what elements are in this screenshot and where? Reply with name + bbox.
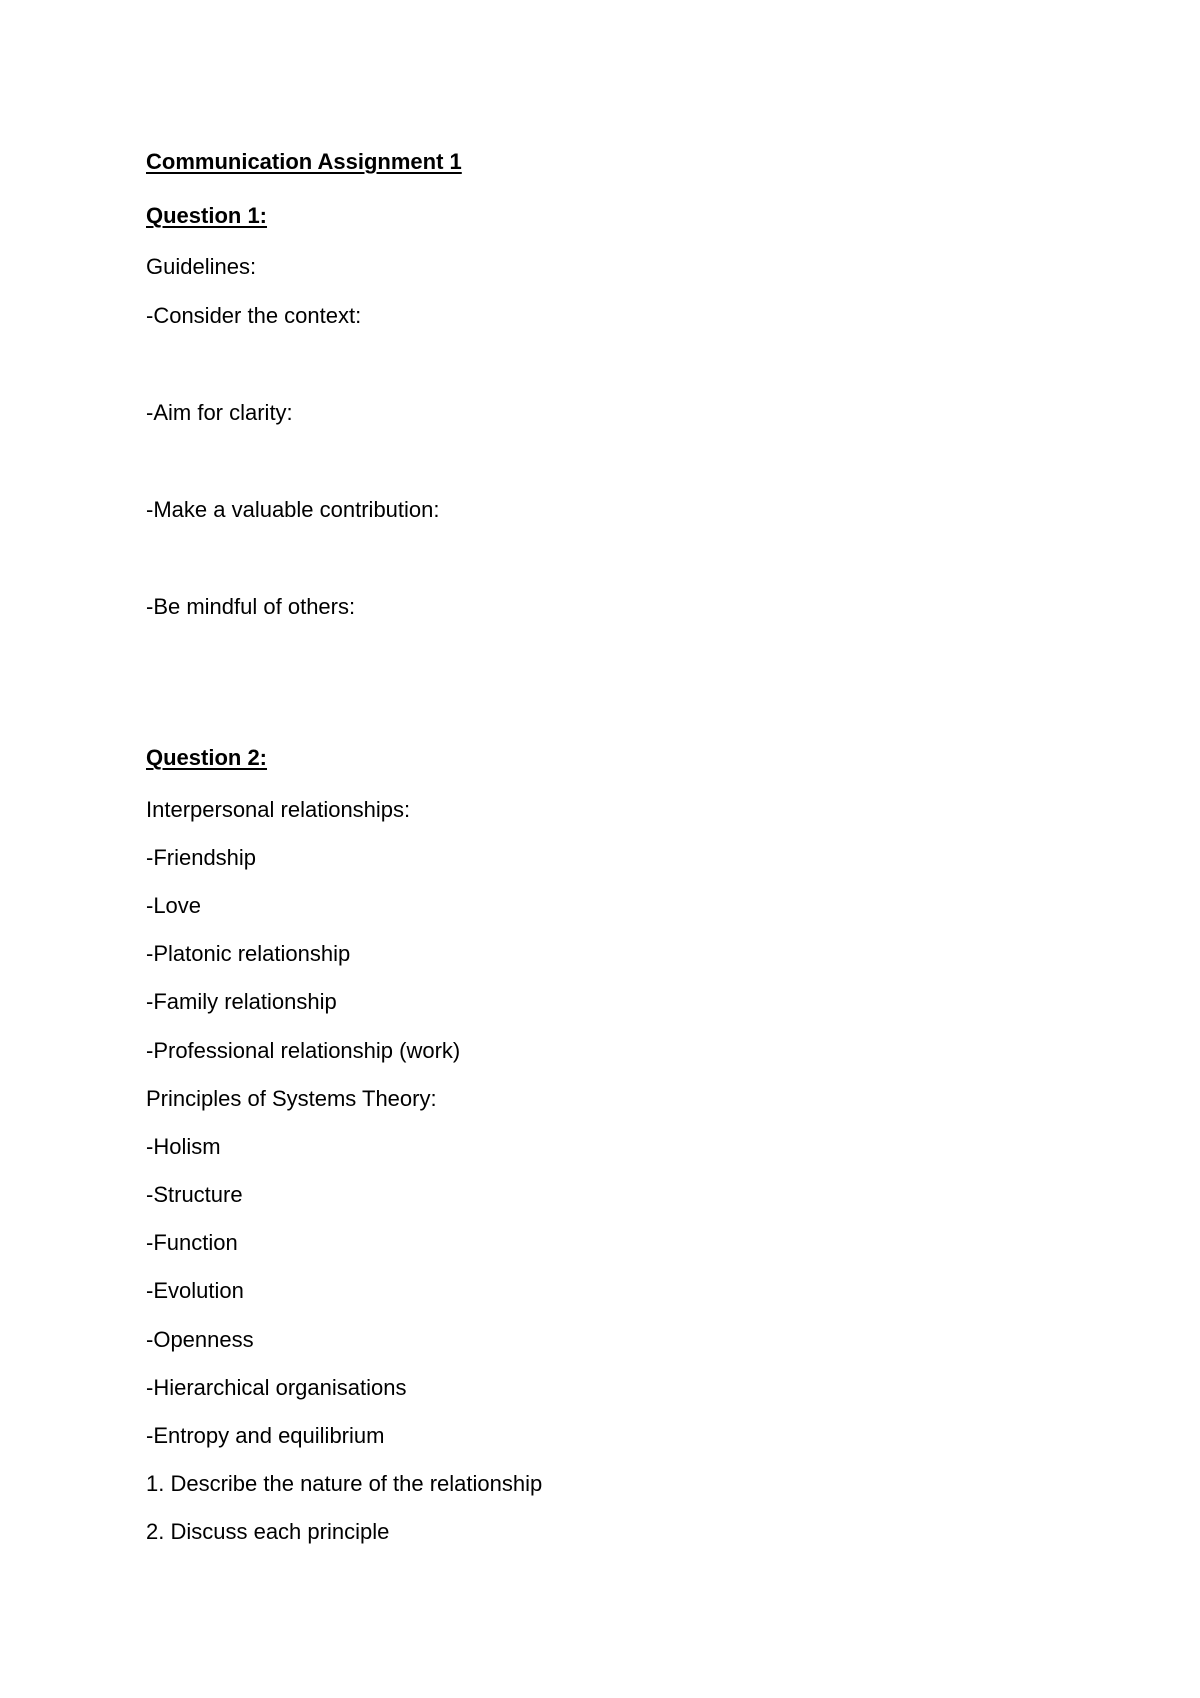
task-item: 1. Describe the nature of the relationship (146, 1471, 543, 1496)
principle-item: -Hierarchical organisations (146, 1375, 407, 1400)
principle-item: -Openness (146, 1327, 254, 1352)
guidelines-label: Guidelines: (146, 254, 257, 279)
principle-item: -Evolution (146, 1278, 244, 1303)
relationship-item: -Platonic relationship (146, 941, 351, 966)
task-item: 2. Discuss each principle (146, 1519, 390, 1544)
guideline-item: -Make a valuable contribution: (146, 497, 440, 522)
principles-label: Principles of Systems Theory: (146, 1086, 437, 1111)
relationships-label: Interpersonal relationships: (146, 797, 411, 822)
principle-item: -Structure (146, 1182, 243, 1207)
document-title: Communication Assignment 1 (146, 149, 462, 174)
relationship-item: -Love (146, 893, 202, 918)
relationship-item: -Professional relationship (work) (146, 1038, 461, 1063)
guideline-item: -Be mindful of others: (146, 594, 356, 619)
principle-item: -Holism (146, 1134, 221, 1159)
guideline-item: -Consider the context: (146, 303, 362, 328)
guideline-item: -Aim for clarity: (146, 400, 293, 425)
question-2-heading: Question 2: (146, 745, 268, 770)
principle-item: -Function (146, 1230, 238, 1255)
principle-item: -Entropy and equilibrium (146, 1423, 385, 1448)
relationship-item: -Family relationship (146, 989, 337, 1014)
question-1-heading: Question 1: (146, 203, 268, 228)
relationship-item: -Friendship (146, 845, 257, 870)
